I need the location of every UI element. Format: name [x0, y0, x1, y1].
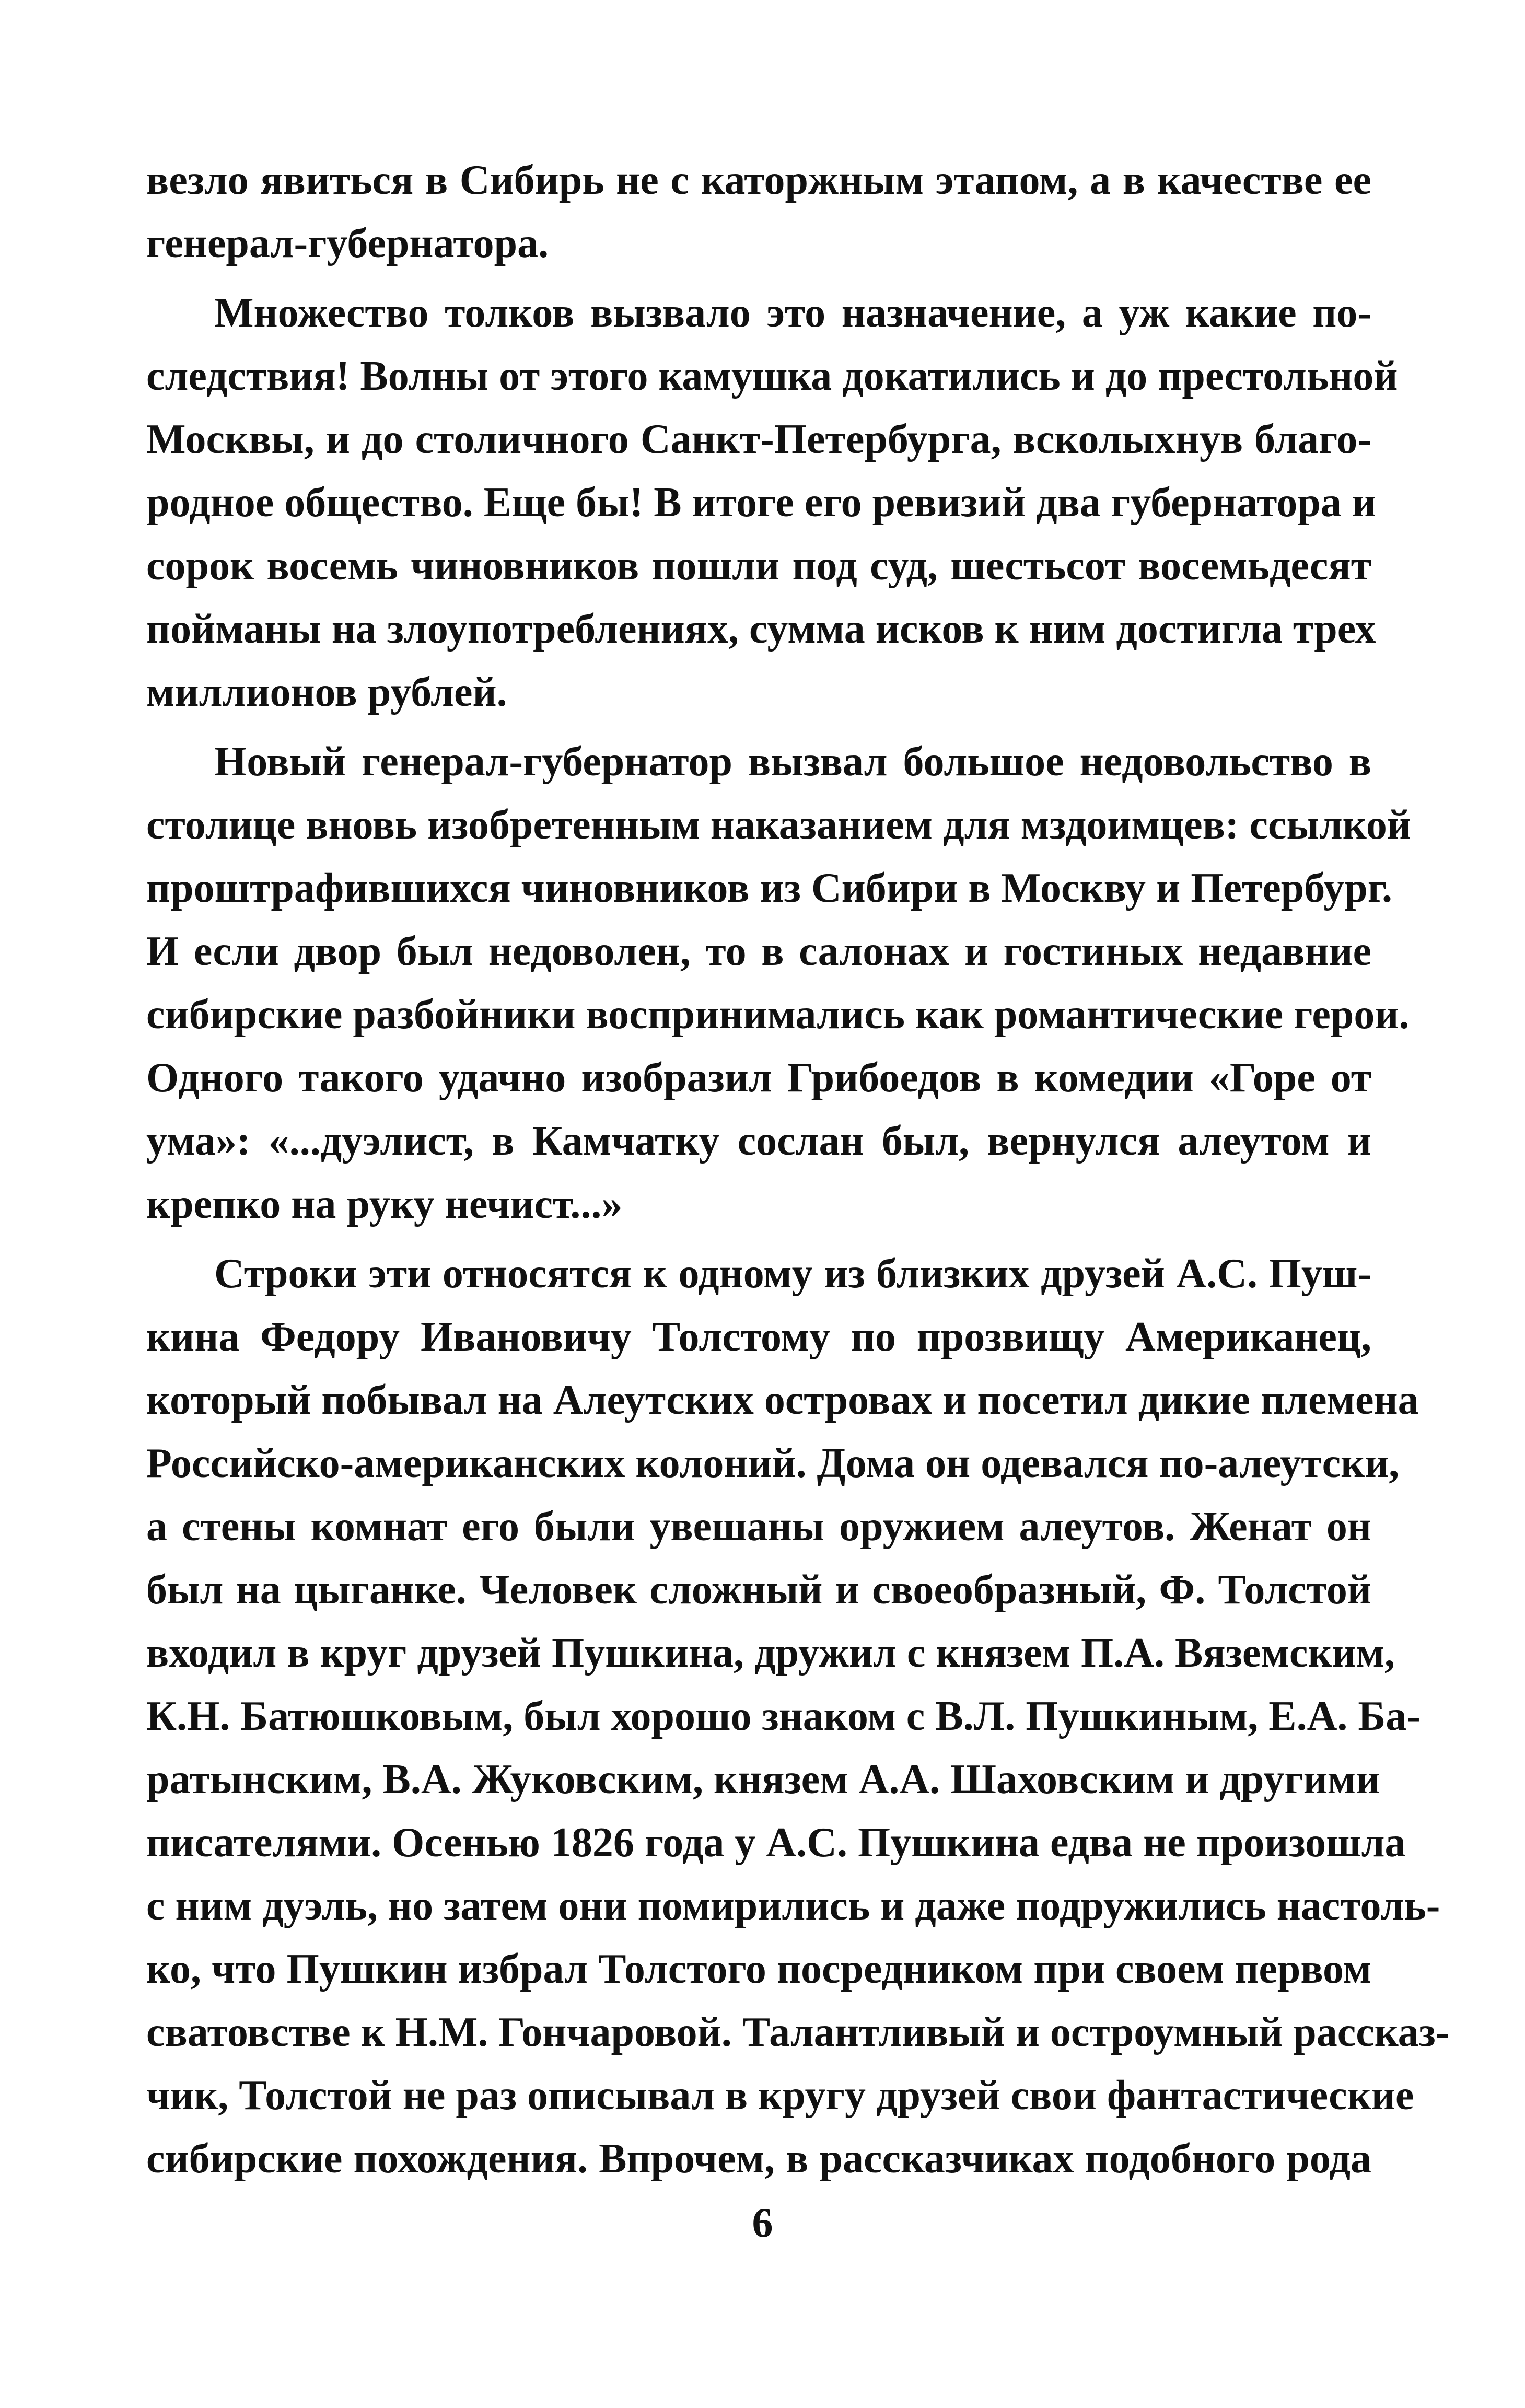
text-line: Строки эти относятся к одному из близких друзей А.С. Пуш-: [214, 1251, 1371, 1297]
text-line: миллионов рублей.: [146, 669, 507, 715]
text-line: проштрафившихся чиновников из Сибири в Москву и Петербург.: [146, 865, 1392, 911]
text-line: следствия! Волны от этого камушка докатились и до престольной: [146, 353, 1398, 399]
text-line: Одного такого удачно изобразил Грибоедов в комедии «Горе от: [146, 1055, 1371, 1101]
paragraph-2: [146, 282, 1398, 724]
text-line: писателями. Осенью 1826 года у А.С. Пушкина едва не произошла: [146, 1820, 1406, 1866]
text-line: везло явиться в Сибирь не с каторжным этапом, а в качестве ее: [146, 157, 1371, 203]
text-line: входил в круг друзей Пушкина, дружил с князем П.А. Вяземским,: [146, 1630, 1395, 1676]
text-line: крепко на руку нечист...»: [146, 1181, 623, 1227]
text-line: генерал-губернатора.: [146, 220, 549, 266]
text-line: сватовстве к Н.М. Гончаровой. Талантливый и остроумный рассказ-: [146, 2009, 1450, 2055]
text-line: сорок восемь чиновников пошли под суд, шестьсот восемьдесят: [146, 543, 1371, 589]
text-line: а стены комнат его были увешаны оружием алеутов. Женат он: [146, 1504, 1371, 1550]
paragraph-1: [146, 149, 1371, 275]
page-number: 6: [752, 2200, 773, 2246]
text-line: Москвы, и до столичного Санкт-Петербурга, всколыхнув благо-: [146, 416, 1371, 462]
paragraph-4: [146, 1242, 1450, 2191]
text-line: сибирские разбойники воспринимались как романтические герои.: [146, 992, 1410, 1038]
text-line: Множество толков вызвало это назначение, а уж какие по-: [214, 290, 1371, 336]
text-line: ратынским, В.А. Жуковским, князем А.А. Шаховским и другими: [146, 1756, 1380, 1802]
body-text: [146, 149, 1450, 2191]
text-line: чик, Толстой не раз описывал в кругу друзей свои фантастические: [146, 2073, 1414, 2119]
text-line: К.Н. Батюшковым, был хорошо знаком с В.Л. Пушкиным, Е.А. Ба-: [146, 1693, 1421, 1739]
text-line: пойманы на злоупотреблениях, сумма исков к ним достигла трех: [146, 606, 1376, 652]
text-line: родное общество. Еще бы! В итоге его ревизий два губернатора и: [146, 480, 1376, 526]
text-line: кина Федору Ивановичу Толстому по прозвищу Американец,: [146, 1314, 1371, 1360]
text-line: столице вновь изобретенным наказанием для мздоимцев: ссылкой: [146, 802, 1411, 848]
text-line: сибирские похождения. Впрочем, в рассказчиках подобного рода: [146, 2136, 1371, 2182]
text-line: ума»: «...дуэлист, в Камчатку сослан был, вернулся алеутом и: [146, 1118, 1371, 1164]
text-line: И если двор был недоволен, то в салонах и гостиных недавние: [146, 928, 1371, 974]
paragraph-3: [146, 730, 1411, 1236]
text-line: Новый генерал-губернатор вызвал большое недовольство в: [214, 739, 1371, 785]
text-line: который побывал на Алеутских островах и посетил дикие племена: [146, 1377, 1419, 1423]
text-line: с ним дуэль, но затем они помирились и даже подружились настоль-: [146, 1883, 1440, 1929]
text-line: был на цыганке. Человек сложный и своеобразный, Ф. Толстой: [146, 1567, 1371, 1613]
text-line: Российско-американских колоний. Дома он одевался по-алеутски,: [146, 1440, 1400, 1486]
text-line: ко, что Пушкин избрал Толстого посредником при своем первом: [146, 1946, 1371, 1992]
